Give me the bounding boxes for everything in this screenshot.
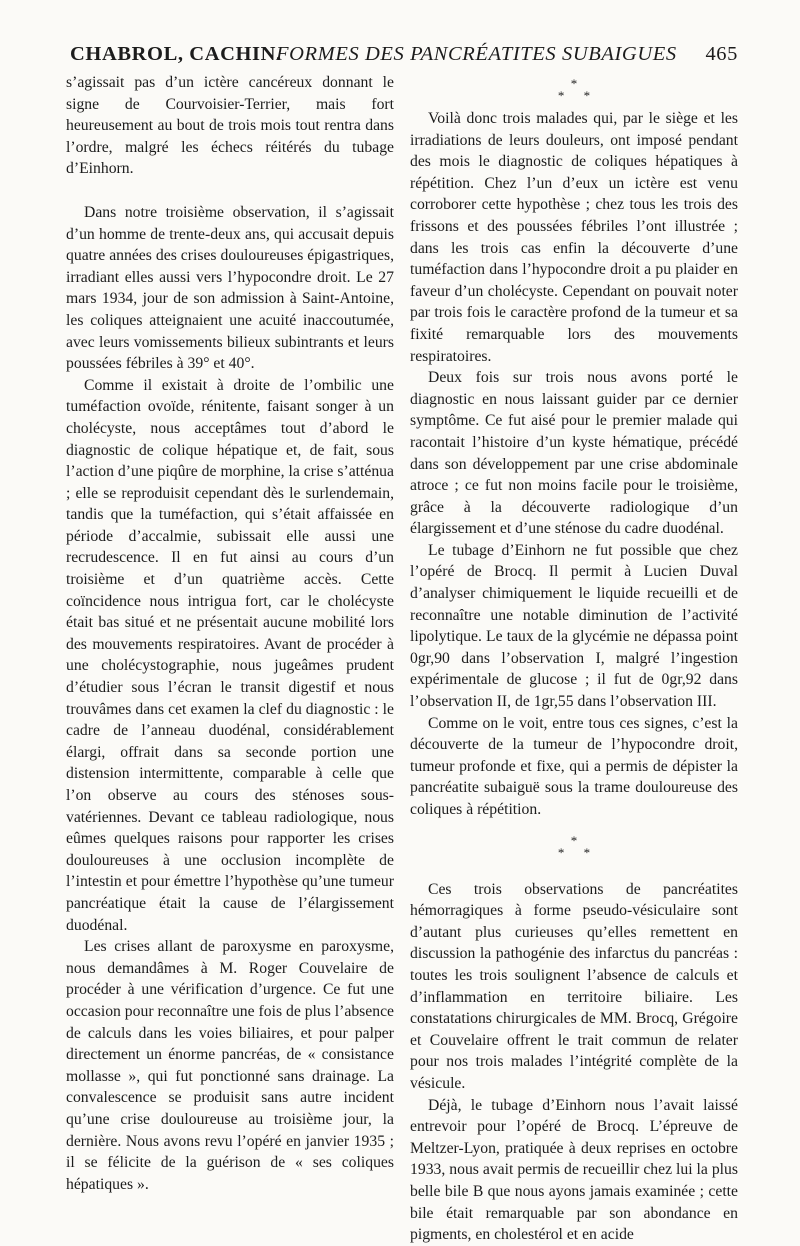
paragraph: Deux fois sur trois nous avons porté le diagnostic en nous laissant guider par ce dernier symptôme. Ce fut aisé pour le premier malade qui racontait l’histoire d’un kyste hématique, précédé dans son développement par une crise abdominale atroce ; ce fut non moins facile pour le troisième, grâce à la découverte radiologique d’un élargissement et d’une sténose du cadre duodénal. (410, 369, 738, 538)
header-title: FORMES DES PANCRÉATITES SUBAIGUES (276, 43, 677, 65)
paragraph: Comme il existait à droite de l’ombilic une tuméfaction ovoïde, rénitente, faisant songer à un cholécyste, nous acceptâmes tout d’abord le diagnostic de colique hépatique et, de fait, sous l’action d’une piqûre de morphine, la crise s’atténua ; elle se reproduisit cependant dès le surlendemain, tandis que la tuméfaction, qui s’était affaissée en période d’accalmie, subissait elle aussi une recrudescence. Il en fut ainsi au cours d’un troisième et d’un quatrième accès. Cette coïncidence nous intrigua fort, car le cholécyste était bas situé et ne présentait aucune mobilité lors des mouvements respiratoires. Avant de procéder à une cholécystographie, nous jugeâmes prudent d’étudier sous l’écran le transit digestif et nous trouvâmes dans cet examen la clef du diagnostic : le cadre de l’anneau duodénal, considérablement élargi, offrait dans sa seconde portion une distension intermittente, comparable à celle que l’on observe au cours des sténoses sous-vatériennes. Devant ce tableau radiologique, nous eûmes quelques raisons pour rapporter les crises douloureuses à une occlusion incomplète de l’intestin et pour émettre l’hypothèse qu’une tumeur pancréatique était la cause de l’élargissement duodénal. (66, 376, 394, 934)
separator-stars-bottom: * * (557, 88, 599, 103)
section-separator (410, 76, 738, 108)
paragraph: Dans notre troisième observation, il s’agissait d’un homme de trente-deux ans, qui accusait depuis quatre années des crises douloureuses épigastriques, irradiant elles aussi vers l’hypocondre droit. Le 27 mars 1934, jour de son admission à Saint-Antoine, les coliques atteignaient une acuité inaccoutumée, avec leurs vomissements bilieux subintrants et leurs poussées fébriles à 39° et 40°. (66, 203, 394, 373)
paragraph: Déjà, le tubage d’Einhorn nous l’avait laissé entrevoir pour l’opéré de Brocq. L’épreuve de Meltzer-Lyon, pratiquée à deux reprises en octobre 1933, nous avait permis de recueillir chez lui la plus belle bile B que nous ayons jamais examinée ; cette bile était remarquable par son abondance en pigments, en cholestérol et en acide (410, 1096, 738, 1244)
paragraph: Ces trois observations de pancréatites hémorragiques à forme pseudo-vésiculaire sont d’autant plus curieuses qu’elles remettent en discussion la pathogénie des infarctus du pancréas : toutes les trois soulignent l’absence de calculs et d’inflammation en territoire biliaire. Les constatations chirurgicales de MM. Brocq, Grégoire et Couvelaire offrent le trait commun de relater pour nos trois malades l’intégrité complète de la vésicule. (410, 880, 738, 1092)
paragraph: s’agissait pas d’un ictère cancéreux donnant le signe de Courvoisier-Terrier, mais fort heureusement au bout de trois mois tout rentra dans l’ordre, malgré les échecs réitérés du tubage d’Einhorn. (66, 74, 394, 178)
paragraph: Voilà donc trois malades qui, par le siège et les irradiations de leurs douleurs, ont imposé pendant des mois le diagnostic de coliques hépatiques à répétition. Chez l’un d’eux un ictère est venu corroborer cette hypothèse ; chez tous les trois des frissons et des poussées fébriles l’ont illustrée ; dans les trois cas enfin la découverte d’une tuméfaction dans l’hypocondre droit a pu plaider en faveur d’un cholécyste. Cependant on pouvait noter par trois fois le caractère profond de la tumeur et sa fixité remarquable lors des mouvements respiratoires. (410, 110, 738, 365)
paragraph: Comme on le voit, entre tous ces signes, c’est la découverte de la tumeur de l’hypocondre droit, tumeur profonde et fixe, qui a permis de dépister la pancréatite subaiguë sous la trame douloureuse des coliques à répétition. (410, 714, 738, 818)
running-header (70, 43, 738, 73)
paragraph: Les crises allant de paroxysme en paroxysme, nous demandâmes à M. Roger Couvelaire de procéder à une vérification d’urgence. Ce fut une occasion pour reconnaître une fois de plus l’absence de calculs dans les voies biliaires, et pour palper directement un énorme pancréas, de « consistance mollasse », qui fut ponctionné sans drainage. La convalescence se produisit sans autre incident qu’une crise douloureuse au troisième jour, la dernière. Nous avons revu l’opéré en janvier 1935 ; il se félicite de la guérison de « ses coliques hépatiques ». (66, 938, 395, 1193)
separator-stars-bottom: * * (557, 844, 599, 860)
paragraph: Le tubage d’Einhorn ne fut possible que chez l’opéré de Brocq. Il permit à Lucien Duval d’analyser chimiquement le liquide recueilli et de reconnaître une notable diminution de l’activité lipolytique. Le taux de la glycémie ne dépassa point 0gr,90 dans l’observation I, malgré l’ingestion expérimentale de glucose ; il fut de 0gr,92 dans l’observation II, de 1gr,55 dans l’observation III. (410, 541, 738, 711)
right-column (410, 76, 738, 1246)
section-separator (410, 821, 738, 879)
page-number: 465 (705, 43, 738, 65)
left-column (66, 72, 394, 1195)
header-authors: CHABROL, CACHIN. (70, 43, 282, 65)
separator-star-top: * (570, 832, 578, 848)
separator-star-top: * (570, 76, 578, 91)
